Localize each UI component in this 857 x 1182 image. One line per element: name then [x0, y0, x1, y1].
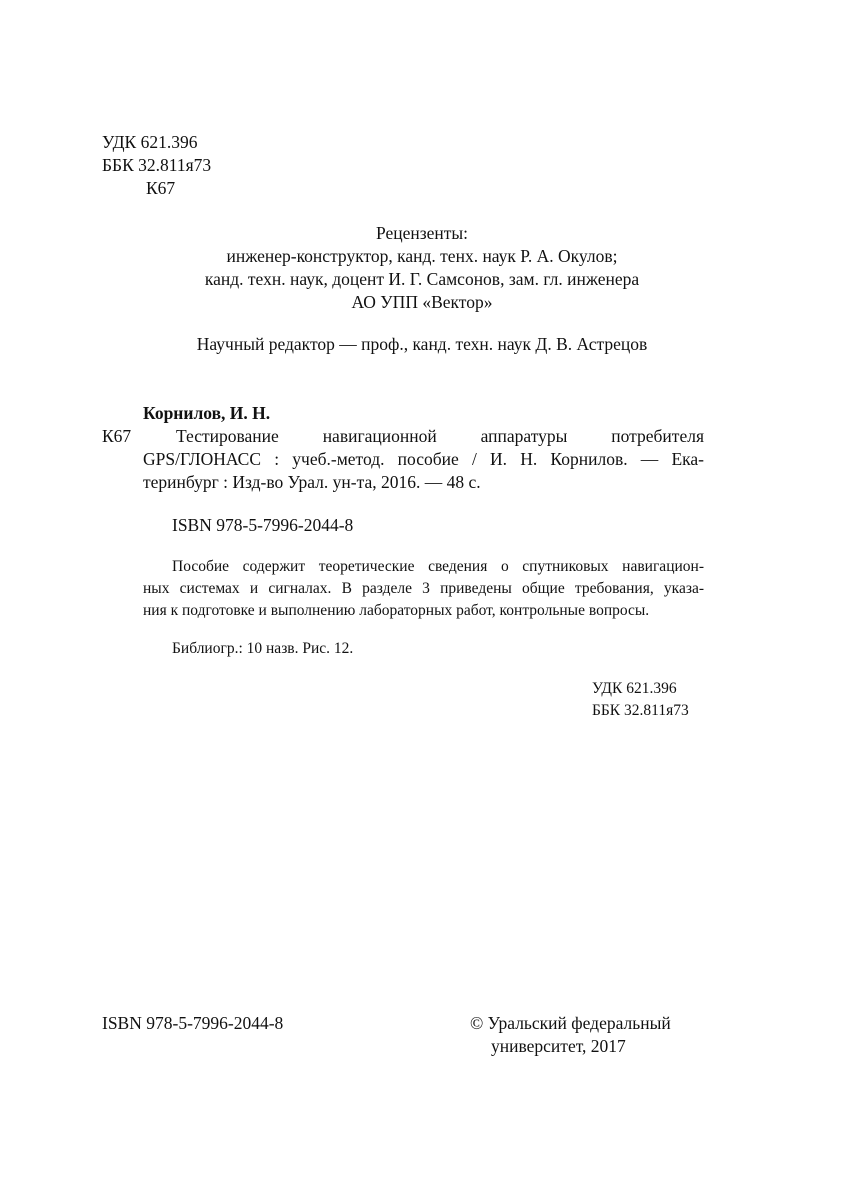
record-bbk: ББК 32.811я73 [592, 702, 689, 719]
copyright-line-1: © Уральский федеральный [470, 1013, 671, 1033]
reviewer-line-3: АО УПП «Вектор» [351, 292, 493, 312]
abstract-line-2: ных системах и сигналах. В разделе 3 приведены общие требования, указа- [143, 580, 704, 597]
bbk-code: ББК 32.811я73 [102, 155, 212, 175]
reviewers-heading: Рецензенты: [375, 223, 469, 243]
abstract-line-3: ния к подготовке и выполнению лабораторных работ, контрольные вопросы. [143, 602, 650, 619]
record-isbn: ISBN 978-5-7996-2044-8 [172, 515, 354, 535]
record-classification [592, 678, 689, 722]
record-code: К67 [102, 426, 132, 446]
copyright-line-2: университет, 2017 [491, 1036, 626, 1056]
reviewers-block [102, 222, 742, 314]
record-title-line-1: Тестирование навигационной аппаратуры потребителя [176, 426, 704, 446]
udk-code: УДК 621.396 [102, 132, 198, 152]
scientific-editor: Научный редактор — проф., канд. техн. наук Д. В. Астрецов [196, 334, 648, 354]
author-code: К67 [146, 178, 176, 198]
record-author: Корнилов, И. Н. [143, 403, 271, 423]
reviewer-line-1: инженер-конструктор, канд. тенх. наук Р. А. Окулов; [226, 246, 618, 266]
abstract-line-1: Пособие содержит теоретические сведения о спутниковых навигацион- [172, 558, 704, 575]
record-title-line-3: теринбург : Изд-во Урал. ун-та, 2016. — 48 с. [143, 472, 481, 492]
bibliography-note: Библиогр.: 10 назв. Рис. 12. [172, 640, 354, 657]
record-udk: УДК 621.396 [592, 680, 677, 697]
reviewer-line-2: канд. техн. наук, доцент И. Г. Самсонов, зам. гл. инженера [204, 269, 640, 289]
footer-isbn: ISBN 978-5-7996-2044-8 [102, 1013, 284, 1033]
classification-block [102, 131, 211, 200]
record-title-line-2: GPS/ГЛОНАСС : учеб.-метод. пособие / И. Н. Корнилов. — Ека- [143, 449, 704, 469]
